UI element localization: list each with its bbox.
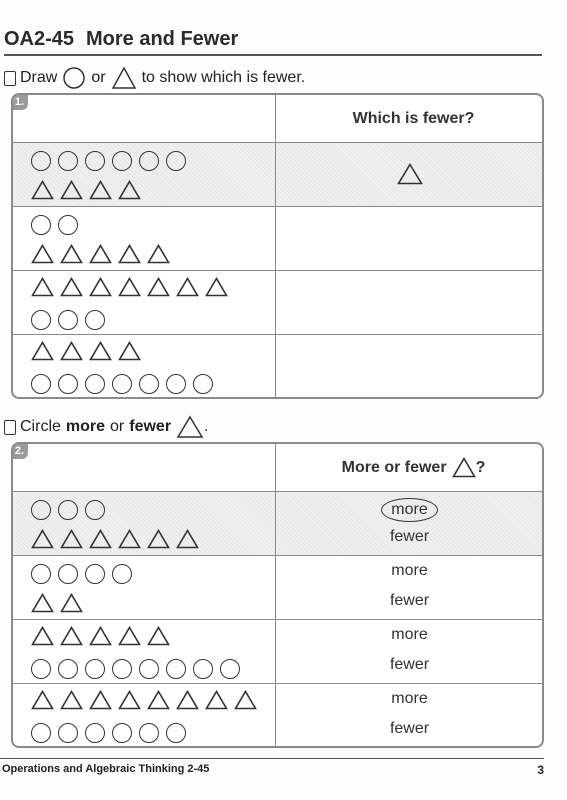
triangle-shape [118, 277, 141, 302]
circle-shape [31, 564, 51, 584]
shape-group [31, 148, 193, 174]
triangle-shape [89, 626, 112, 651]
triangle-shape [31, 626, 54, 651]
circle-shape [58, 500, 78, 520]
triangle-shape [147, 277, 170, 302]
more-option[interactable]: more [391, 690, 428, 707]
circle-shape [58, 310, 78, 330]
triangle-shape [31, 529, 54, 554]
instruction-1-draw: Draw [20, 69, 58, 86]
triangle-shape [89, 529, 112, 554]
answer-cell[interactable] [277, 207, 542, 270]
shape-group [31, 656, 247, 682]
answer-cell[interactable] [277, 335, 542, 398]
triangle-shape [118, 626, 141, 651]
triangle-icon [111, 66, 137, 90]
circle-shape [58, 659, 78, 679]
table-row [13, 619, 542, 683]
circle-shape [31, 659, 51, 679]
triangle-shape [60, 244, 83, 269]
circle-shape [139, 723, 159, 743]
answer-cell[interactable] [277, 684, 542, 747]
fewer-option[interactable]: fewer [389, 592, 430, 609]
page-footer [0, 758, 544, 779]
triangle-shape [234, 690, 257, 715]
triangle-shape [147, 690, 170, 715]
shapes-cell [31, 625, 247, 682]
circle-shape [139, 151, 159, 171]
shapes-cell [31, 689, 263, 746]
circle-shape [58, 151, 78, 171]
circle-shape [112, 151, 132, 171]
table-row [13, 555, 542, 619]
triangle-shape [31, 341, 54, 366]
triangle-shape [31, 277, 54, 302]
triangle-shape [31, 180, 54, 205]
shapes-cell [31, 561, 139, 618]
triangle-shape [176, 690, 199, 715]
answer-cell[interactable] [277, 271, 542, 334]
column-header [285, 95, 542, 142]
shape-group [31, 625, 247, 651]
triangle-icon [452, 457, 476, 478]
shape-group [31, 307, 234, 333]
lesson-code: OA2-45 [4, 28, 75, 50]
table-row [13, 334, 542, 398]
triangle-shape [118, 244, 141, 269]
circle-shape [166, 151, 186, 171]
triangle-shape [31, 690, 54, 715]
shape-group [31, 592, 139, 618]
shapes-cell [31, 212, 176, 269]
triangle-shape [60, 529, 83, 554]
question-mark: ? [475, 458, 486, 476]
page-header [4, 28, 542, 56]
triangle-shape [60, 593, 83, 618]
triangle-icon [176, 415, 204, 439]
answer-cell[interactable] [277, 620, 542, 683]
circle-shape [31, 723, 51, 743]
triangle-shape [118, 180, 141, 205]
more-option[interactable]: more [381, 498, 437, 522]
instruction-2-fewer: fewer [129, 418, 172, 435]
fewer-option[interactable]: fewer [389, 656, 430, 673]
triangle-shape [89, 277, 112, 302]
table-more-fewer [11, 442, 544, 748]
table-header-row [13, 95, 542, 142]
triangle-shape [60, 626, 83, 651]
circle-shape [31, 215, 51, 235]
shapes-cell [31, 497, 205, 554]
triangle-shape [118, 529, 141, 554]
circle-shape [58, 564, 78, 584]
circle-shape [85, 564, 105, 584]
table-row [13, 142, 542, 206]
instruction-1-or: or [91, 69, 106, 86]
circle-shape [85, 723, 105, 743]
column-header-text: More or fewer [341, 458, 447, 476]
shape-group [31, 689, 263, 715]
triangle-shape [60, 341, 83, 366]
shape-group [31, 561, 139, 587]
instruction-2-or: or [110, 418, 125, 435]
table-header-row [13, 444, 542, 491]
shape-group [31, 179, 193, 205]
circle-shape [112, 723, 132, 743]
circle-shape [112, 564, 132, 584]
circle-shape [31, 374, 51, 394]
shape-group [31, 243, 176, 269]
drawn-triangle-answer [397, 163, 423, 190]
circle-shape [31, 500, 51, 520]
circle-shape [85, 151, 105, 171]
triangle-shape [205, 277, 228, 302]
triangle-shape [118, 341, 141, 366]
circle-shape [85, 500, 105, 520]
circle-shape [58, 215, 78, 235]
triangle-shape [60, 690, 83, 715]
answer-cell[interactable] [277, 492, 542, 555]
triangle-shape [89, 180, 112, 205]
table-row [13, 206, 542, 270]
circle-shape [166, 723, 186, 743]
instruction-1-text: to show which is fewer. [141, 69, 306, 86]
instruction-2-more: more [65, 418, 106, 435]
circle-shape [112, 374, 132, 394]
shape-group [31, 276, 234, 302]
shape-group [31, 497, 205, 523]
table-fewer [11, 93, 544, 399]
page-title: More and Fewer [86, 28, 239, 50]
triangle-shape [147, 626, 170, 651]
shapes-cell [31, 340, 220, 397]
footer-title: Operations and Algebraic Thinking 2-45 [2, 763, 210, 775]
circle-shape [58, 374, 78, 394]
triangle-shape [118, 690, 141, 715]
circle-shape [139, 374, 159, 394]
shape-group [31, 340, 220, 366]
circle-shape [166, 374, 186, 394]
triangle-shape [31, 593, 54, 618]
shape-group [31, 371, 220, 397]
more-option[interactable]: more [391, 626, 428, 643]
circle-shape [31, 151, 51, 171]
triangle-shape [60, 277, 83, 302]
table-row [13, 491, 542, 555]
circle-shape [58, 723, 78, 743]
triangle-shape [176, 529, 199, 554]
shapes-cell [31, 276, 234, 333]
triangle-shape [89, 690, 112, 715]
instruction-2: Circle more or fewer . [4, 415, 209, 439]
table-row [13, 683, 542, 747]
shape-group [31, 528, 205, 554]
more-option[interactable]: more [391, 562, 428, 579]
problem-number: 2. [11, 442, 28, 459]
problem-number: 1. [11, 93, 28, 110]
page-number: 3 [537, 763, 544, 777]
instruction-2-circle: Circle [20, 418, 61, 435]
circle-shape [220, 659, 240, 679]
circle-shape [139, 659, 159, 679]
circle-shape [85, 310, 105, 330]
shape-group [31, 212, 176, 238]
circle-shape [193, 659, 213, 679]
triangle-shape [176, 277, 199, 302]
triangle-shape [60, 180, 83, 205]
circle-shape [112, 659, 132, 679]
triangle-shape [89, 341, 112, 366]
instruction-1 [4, 66, 305, 90]
checkbox[interactable] [4, 420, 16, 435]
circle-shape [85, 659, 105, 679]
circle-icon [62, 66, 86, 90]
fewer-option[interactable]: fewer [389, 528, 430, 545]
triangle-shape [89, 244, 112, 269]
shapes-cell [31, 148, 193, 205]
fewer-option[interactable]: fewer [389, 720, 430, 737]
circle-shape [85, 374, 105, 394]
circle-shape [31, 310, 51, 330]
column-header-text: Which is fewer? [352, 109, 475, 127]
table-row [13, 270, 542, 334]
triangle-shape [31, 244, 54, 269]
triangle-shape [147, 529, 170, 554]
shape-group [31, 720, 263, 746]
answer-cell[interactable] [277, 143, 542, 206]
triangle-shape [147, 244, 170, 269]
circle-shape [193, 374, 213, 394]
checkbox[interactable] [4, 71, 16, 86]
triangle-shape [205, 690, 228, 715]
column-header [285, 444, 542, 491]
answer-cell[interactable] [277, 556, 542, 619]
circle-shape [166, 659, 186, 679]
